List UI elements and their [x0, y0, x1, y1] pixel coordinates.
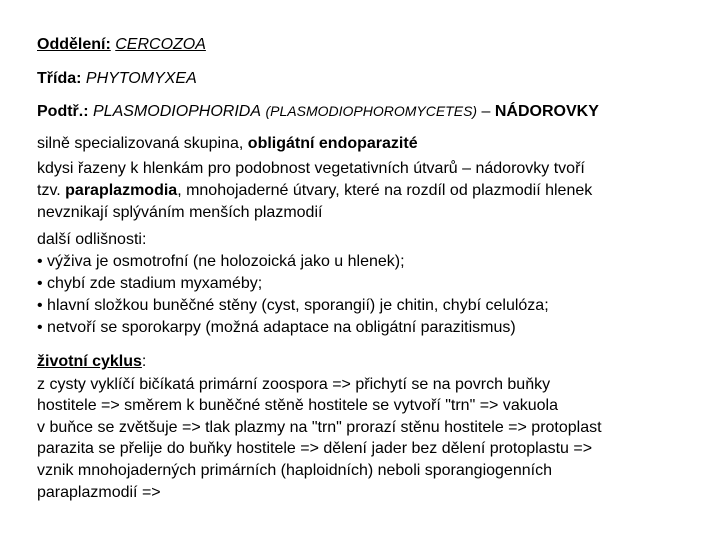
- intro-bold-term: obligátní endoparazité: [247, 135, 418, 152]
- intro-line-4: nevznikají splýváním menších plazmodií: [37, 204, 323, 221]
- differences-heading: další odlišnosti:: [37, 231, 147, 248]
- intro-line-2: kdysi řazeny k hlenkám pro podobnost vegetativních útvarů – nádorovky tvoří: [37, 160, 585, 177]
- division-line: [37, 34, 206, 56]
- intro-text: silně specializovaná skupina,: [37, 135, 248, 152]
- division-label: Oddělení:: [37, 36, 111, 53]
- intro-line-1: [37, 133, 418, 155]
- lifecycle-heading-line: [37, 351, 146, 373]
- subclass-synonym: (PLASMODIOPHOROMYCETES): [265, 103, 478, 119]
- differences-item: • netvoří se sporokarpy (možná adaptace na obligátní parazitismus): [37, 319, 516, 336]
- lifecycle-line: parazita se přelije do buňky hostitele => dělení jader bez dělení protoplastu =>: [37, 440, 593, 457]
- intro-line-3: [37, 180, 592, 202]
- lifecycle-line: vznik mnohojaderných primárních (haploidních) neboli sporangiogenních: [37, 462, 552, 479]
- class-name: PHYTOMYXEA: [85, 70, 197, 87]
- subclass-common-name: NÁDOROVKY: [494, 103, 599, 120]
- differences-item: • výživa je osmotrofní (ne holozoická jako u hlenek);: [37, 253, 405, 270]
- lifecycle-line: z cysty vyklíčí bičíkatá primární zoospora => přichytí se na povrch buňky: [37, 376, 551, 393]
- division-name: CERCOZOA: [115, 36, 206, 53]
- lifecycle-heading: životní cyklus: [37, 353, 142, 370]
- differences-item: • hlavní složkou buněčné stěny (cyst, sporangií) je chitin, chybí celulóza;: [37, 297, 549, 314]
- subclass-dash: –: [477, 103, 495, 120]
- intro-text: , mnohojaderné útvary, které na rozdíl od plazmodií hlenek: [177, 182, 593, 199]
- class-label: Třída:: [37, 70, 82, 87]
- intro-bold-term: paraplazmodia: [65, 182, 178, 199]
- class-line: [37, 68, 197, 90]
- intro-text: tzv.: [37, 182, 66, 199]
- lifecycle-line: paraplazmodií =>: [37, 484, 161, 501]
- subclass-label: Podtř.:: [37, 103, 89, 120]
- differences-item: • chybí zde stadium myxaméby;: [37, 275, 263, 292]
- subclass-line: [37, 100, 599, 123]
- lifecycle-line: v buňce se zvětšuje => tlak plazmy na "trn" prorazí stěnu hostitele => protoplast: [37, 419, 602, 436]
- lifecycle-colon: :: [141, 353, 147, 370]
- subclass-name: PLASMODIOPHORIDA: [93, 103, 262, 120]
- lifecycle-line: hostitele => směrem k buněčné stěně hostitele se vytvoří "trn" => vakuola: [37, 397, 558, 414]
